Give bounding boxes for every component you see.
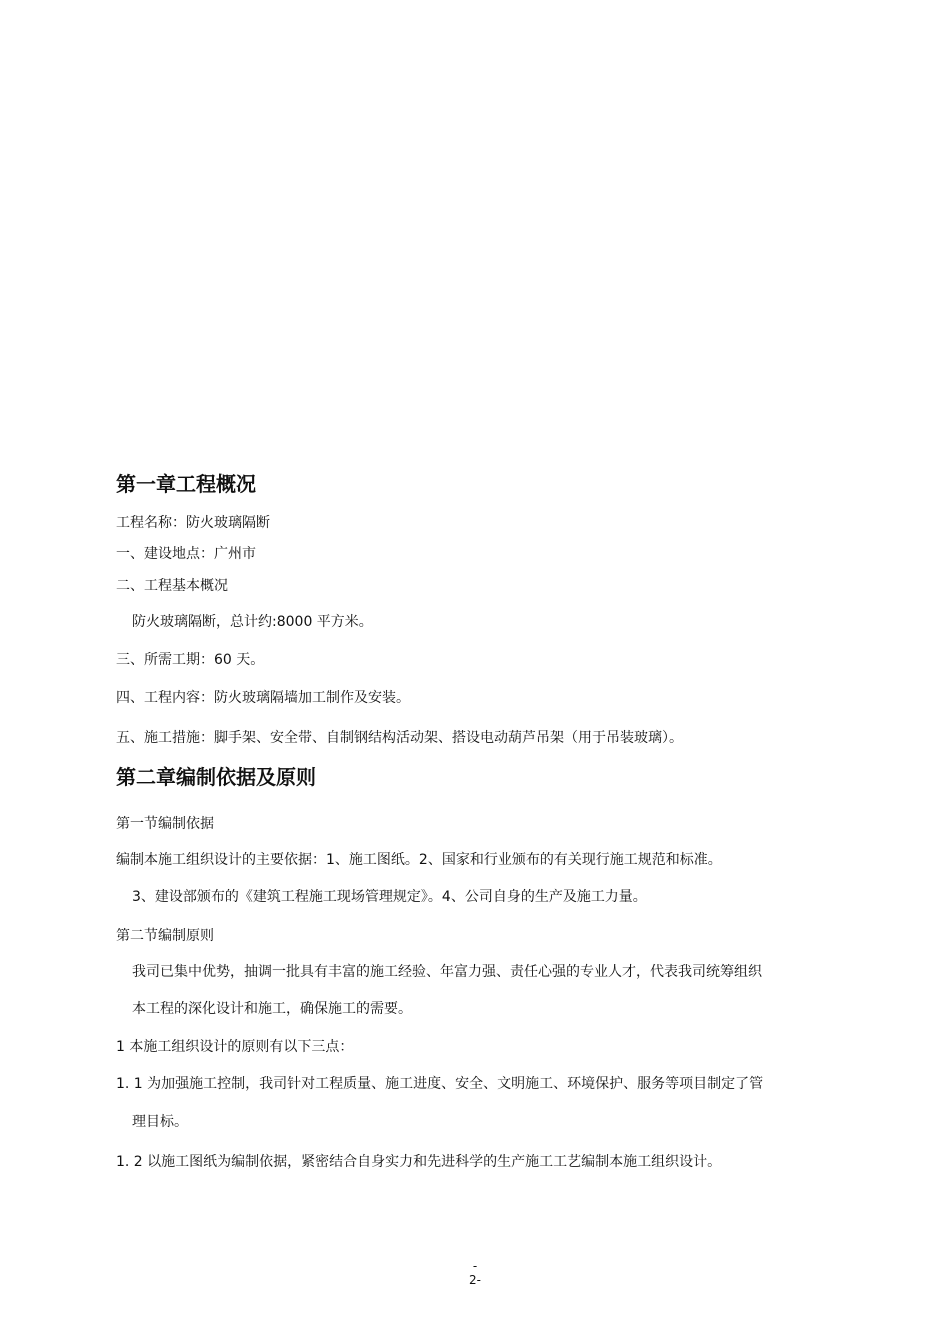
principle-1-1-line2: 理目标。 <box>132 1114 188 1130</box>
section2-title: 第二节编制原则 <box>116 928 214 944</box>
section2-para-line2: 本工程的深化设计和施工，确保施工的需要。 <box>132 1001 412 1017</box>
construction-period: 三、所需工期：60 天。 <box>116 652 265 668</box>
basic-overview-detail: 防火玻璃隔断，总计约:8000 平方米。 <box>132 614 373 630</box>
footer-dash: - <box>472 1259 478 1273</box>
section1-line1: 编制本施工组织设计的主要依据：1、施工图纸。2、国家和行业颁布的有关现行施工规范和标准。 <box>116 852 722 868</box>
construction-site: 一、建设地点：广州市 <box>116 546 256 562</box>
section1-line2: 3、建设部颁布的《建筑工程施工现场管理规定》。4、公司自身的生产及施工力量。 <box>132 889 647 905</box>
chapter2-title: 第二章编制依据及原则 <box>116 765 316 789</box>
page-number: 2- <box>469 1273 481 1287</box>
principle-1-2: 1. 2 以施工图纸为编制依据，紧密结合自身实力和先进科学的生产施工工艺编制本施工组织设计。 <box>116 1154 722 1170</box>
section2-para-line1: 我司已集中优势，抽调一批具有丰富的施工经验、年富力强、责任心强的专业人才，代表我司统筹组织 <box>132 964 762 980</box>
chapter1-title: 第一章工程概况 <box>116 472 256 496</box>
section1-title: 第一节编制依据 <box>116 816 214 832</box>
project-content: 四、工程内容：防火玻璃隔墙加工制作及安装。 <box>116 690 410 706</box>
construction-measures: 五、施工措施：脚手架、安全带、自制钢结构活动架、搭设电动葫芦吊架（用于吊装玻璃）。 <box>116 730 683 746</box>
principle-1-1-line1: 1. 1 为加强施工控制，我司针对工程质量、施工进度、安全、文明施工、环境保护、服务等项目制定了管 <box>116 1076 764 1092</box>
principle-intro: 1 本施工组织设计的原则有以下三点： <box>116 1039 354 1055</box>
project-name: 工程名称：防火玻璃隔断 <box>116 515 270 531</box>
basic-overview-heading: 二、工程基本概况 <box>116 578 228 594</box>
